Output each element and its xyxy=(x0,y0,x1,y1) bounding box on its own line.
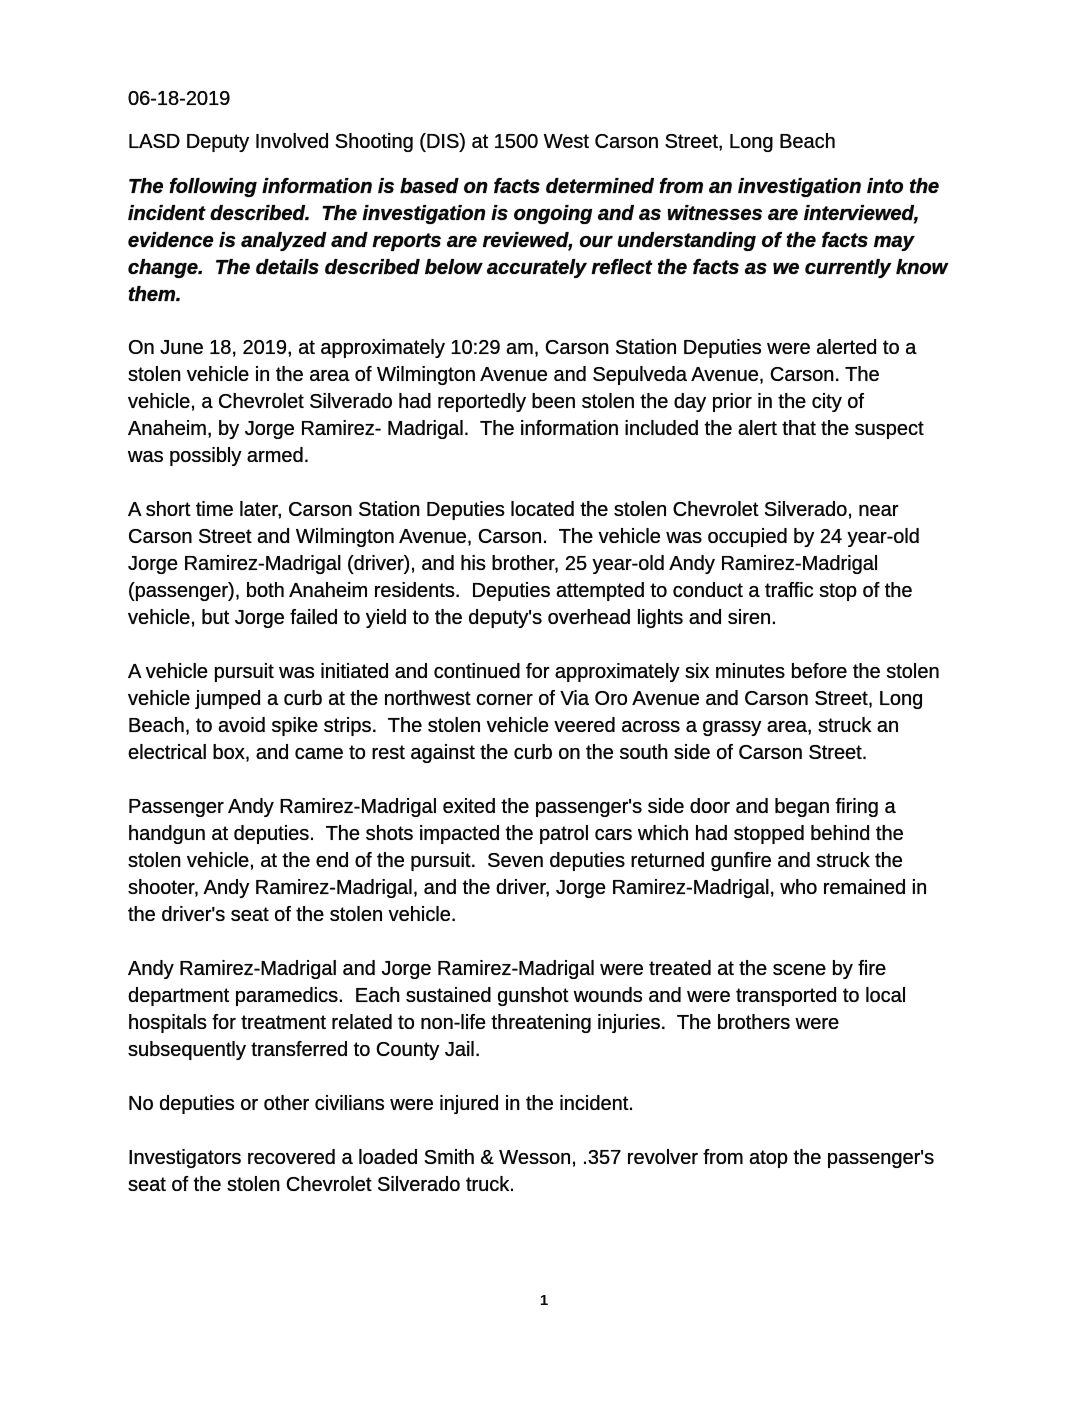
document-date: 06-18-2019 xyxy=(128,88,231,110)
document-content xyxy=(128,86,953,1226)
document-title: LASD Deputy Involved Shooting (DIS) at 1500 West Carson Street, Long Beach xyxy=(128,131,836,153)
paragraph-no-injuries: No deputies or other civilians were injured in the incident. xyxy=(128,1093,634,1115)
disclaimer-paragraph: The following information is based on facts determined from an investigation into the incident described. The investigation is ongoing and as witnesses are interviewed, evidence is analyzed and reports are reviewed, our understanding of the facts may change. The details described below accurately reflect the facts as we currently know them. xyxy=(128,176,953,306)
page-number: 1 xyxy=(539,1292,549,1309)
paragraph-vehicle-located: A short time later, Carson Station Deputies located the stolen Chevrolet Silverado, near Carson Street and Wilmington Avenue, Carson. The vehicle was occupied by 24 year-old Jorge Ramirez-Madrigal (driver), and his brother, 25 year-old Andy Ramirez-Madrigal (passenger), both Anaheim residents. Deputies attempted to conduct a traffic stop of the vehicle, but Jorge failed to yield to the deputy's overhead lights and siren. xyxy=(128,499,926,629)
paragraph-weapon-recovered: Investigators recovered a loaded Smith & Wesson, .357 revolver from atop the passenger's seat of the stolen Chevrolet Silverado truck. xyxy=(128,1147,940,1196)
paragraph-incident-alert: On June 18, 2019, at approximately 10:29 am, Carson Station Deputies were alerted to a stolen vehicle in the area of Wilmington Avenue and Sepulveda Avenue, Carson. The vehicle, a Chevrolet Silverado had reportedly been stolen the day prior in the city of Anaheim, by Jorge Ramirez- Madrigal. The information included the alert that the suspect was possibly armed. xyxy=(128,337,930,467)
paragraph-shooting: Passenger Andy Ramirez-Madrigal exited the passenger's side door and began firing a handgun at deputies. The shots impacted the patrol cars which had stopped behind the stolen vehicle, at the end of the pursuit. Seven deputies returned gunfire and struck the shooter, Andy Ramirez-Madrigal, and the driver, Jorge Ramirez-Madrigal, who remained in the driver's seat of the stolen vehicle. xyxy=(128,796,933,926)
paragraph-pursuit: A vehicle pursuit was initiated and continued for approximately six minutes before the stolen vehicle jumped a curb at the northwest corner of Via Oro Avenue and Carson Street, Long Beach, to avoid spike strips. The stolen vehicle veered across a grassy area, struck an electrical box, and came to rest against the curb on the south side of Carson Street. xyxy=(128,661,946,764)
paragraph-treatment: Andy Ramirez-Madrigal and Jorge Ramirez-Madrigal were treated at the scene by fire department paramedics. Each sustained gunshot wounds and were transported to local hospitals for treatment related to non-life threatening injuries. The brothers were subsequently transferred to County Jail. xyxy=(128,958,912,1061)
